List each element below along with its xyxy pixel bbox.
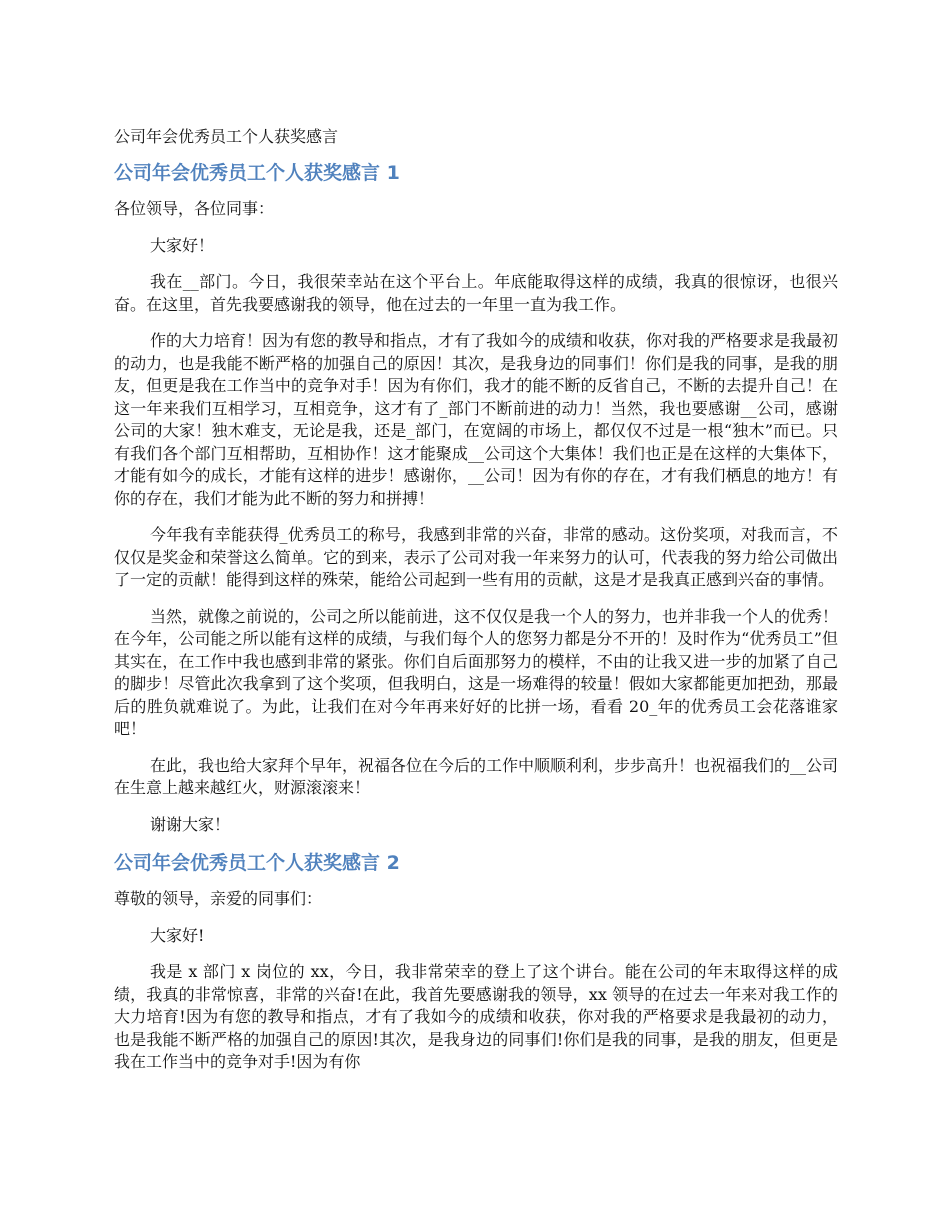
- paragraph: 谢谢大家！: [150, 814, 231, 834]
- salutation: 各位领导，各位同事：: [114, 199, 275, 218]
- section-2: [114, 850, 838, 1074]
- paragraph: 今年我有幸能获得_优秀员工的称号，我感到非常的兴奋，非常的感动。这份奖项，对我而言，不仅仅是奖金和荣誉这么简单。它的到来，表示了公司对我一年来努力的认可，代表我的努力给公司做出了一定的贡献！能得到这样的殊荣，能给公司起到一些有用的贡献，这是才是我真正感到兴奋的事情。: [114, 525, 838, 589]
- section-heading: 公司年会优秀员工个人获奖感言 2: [114, 852, 400, 874]
- salutation: 尊敬的领导，亲爱的同事们：: [114, 889, 323, 908]
- paragraph: 我是 x 部门 x 岗位的 xx，今日，我非常荣幸的登上了这个讲台。能在公司的年末取得这样的成绩，我真的非常惊喜，非常的兴奋!在此，我首先要感谢我的领导，xx 领导的在过去一年来对我工作的大力培育!因为有您的教导和指点，才有了我如今的成绩和收获，你对我的严格要求是我最初的动力，也是我能不断严格的加强自己的原因!其次，是我身边的同事们!你们是我的同事，是我的朋友，但更是我在工作当中的竞争对手!因为有你: [114, 962, 838, 1071]
- document-page: [114, 126, 838, 1088]
- paragraph: 我在__部门。今日，我很荣幸站在这个平台上。年底能取得这样的成绩，我真的很惊讶，也很兴奋。在这里，首先我要感谢我的领导，他在过去的一年里一直为我工作。: [114, 272, 838, 314]
- document-title: 公司年会优秀员工个人获奖感言: [114, 127, 339, 146]
- section-heading: 公司年会优秀员工个人获奖感言 1: [114, 162, 400, 184]
- paragraph: 当然，就像之前说的，公司之所以能前进，这不仅仅是我一个人的努力，也并非我一个人的优秀！在今年，公司能之所以能有这样的成绩，与我们每个人的您努力都是分不开的！及时作为“优秀员工”但其实在，在工作中我也感到非常的紧张。你们自后面那努力的模样，不由的让我又进一步的加紧了自己的脚步！尽管此次我拿到了这个奖项，但我明白，这是一场难得的较量！假如大家都能更加把劲，那最后的胜负就难说了。为此，让我们在对今年再来好好的比拼一场，看看 20_年的优秀员工会花落谁家吧！: [114, 606, 839, 738]
- paragraph: 作的大力培育！因为有您的教导和指点，才有了我如今的成绩和收获，你对我的严格要求是我最初的动力，也是我能不断严格的加强自己的原因！其次，是我身边的同事们！你们是我的同事，是我的朋友，但更是我在工作当中的竞争对手！因为有你们，我才的能不断的反省自己，不断的去提升自己！在这一年来我们互相学习，互相竞争，这才有了_部门不断前进的动力！当然，我也要感谢__公司，感谢公司的大家！独木难支，无论是我，还是_部门，在宽阔的市场上，都仅仅不过是一根“独木”而已。只有我们各个部门互相帮助，互相协作！这才能聚成__公司这个大集体！我们也正是在这样的大集体下，才能有如今的成长，才能有这样的进步！感谢你，__公司！因为有你的存在，才有我们栖息的地方！有你的存在，我们才能为此不断的努力和拼搏！: [114, 331, 839, 508]
- paragraph: 大家好！: [150, 235, 215, 255]
- section-1: [114, 160, 838, 836]
- paragraph: 在此，我也给大家拜个早年，祝福各位在今后的工作中顺顺利利，步步高升！也祝福我们的__公司在生意上越来越红火，财源滚滚来！: [114, 755, 839, 797]
- paragraph: 大家好!: [150, 925, 205, 945]
